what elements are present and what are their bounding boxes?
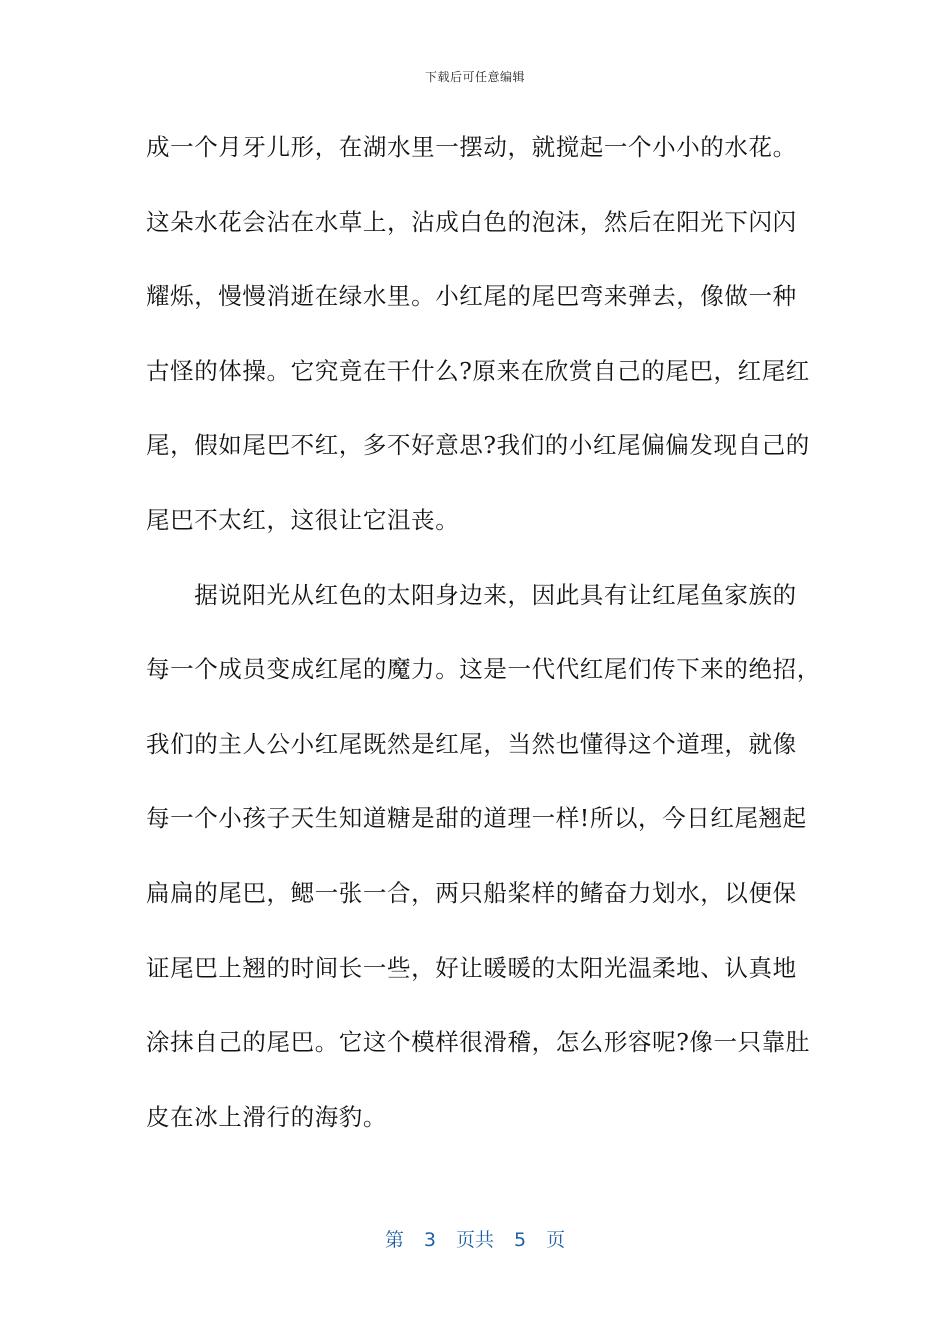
header-note: 下载后可任意编辑: [424, 70, 525, 84]
text-line: 耀烁，慢慢消逝在绿水里。小红尾的尾巴弯来弹去，像做一种: [146, 282, 797, 311]
footer-total-pages: 5: [514, 1229, 527, 1251]
text-line: 古怪的体操。它究竟在干什么?原来在欣赏自己的尾巴，红尾红: [146, 356, 810, 385]
footer-ye-gong: 页共: [455, 1229, 494, 1251]
text-line: 成一个月牙儿形，在湖水里一摆动，就搅起一个小小的水花。: [146, 133, 797, 161]
text-line: 这朵水花会沾在水草上，沾成白色的泡沫，然后在阳光下闪闪: [146, 207, 797, 236]
page-number-footer: [0, 1225, 950, 1252]
footer-current-page: 3: [423, 1229, 436, 1251]
text-line: 证尾巴上翘的时间长一些，好让暖暖的太阳光温柔地、认真地: [146, 953, 797, 982]
body-text: [146, 121, 821, 1165]
text-line: 每一个成员变成红尾的魔力。这是一代代红尾们传下来的绝招，: [146, 655, 821, 684]
text-line: 我们的主人公小红尾既然是红尾，当然也懂得这个道理，就像: [146, 729, 797, 758]
text-line: 皮在冰上滑行的海豹。: [146, 1102, 387, 1131]
text-line: 每一个小孩子天生知道糖是甜的道理一样!所以，今日红尾翘起: [146, 804, 807, 833]
text-line: 涂抹自己的尾巴。它这个模样很滑稽，怎么形容呢?像一只靠肚: [146, 1028, 810, 1057]
footer-ye: 页: [546, 1229, 566, 1251]
text-line: 尾巴不太红，这很让它沮丧。: [146, 505, 460, 534]
text-line: 尾，假如尾巴不红，多不好意思?我们的小红尾偏偏发现自己的: [146, 431, 810, 460]
footer-di: 第: [384, 1229, 404, 1251]
text-line: 据说阳光从红色的太阳身边来，因此具有让红尾鱼家族的: [146, 580, 797, 609]
text-line: 扁扁的尾巴，鳃一张一合，两只船桨样的鳍奋力划水，以便保: [146, 878, 797, 907]
